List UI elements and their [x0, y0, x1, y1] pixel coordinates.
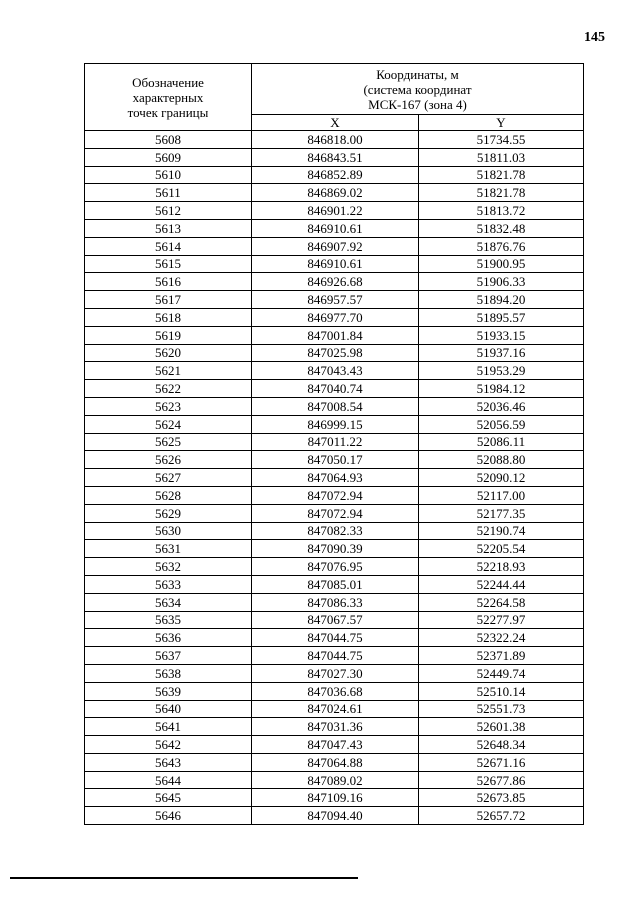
x-coordinate-cell: 847027.30	[252, 664, 419, 682]
y-coordinate-cell: 52090.12	[419, 469, 584, 487]
y-coordinate-cell: 52601.38	[419, 718, 584, 736]
y-coordinate-cell: 51933.15	[419, 326, 584, 344]
table-row	[85, 326, 584, 344]
coords-header-line: Координаты, м	[376, 66, 459, 82]
table-row	[85, 558, 584, 576]
point-id-cell: 5616	[85, 273, 252, 291]
table-row	[85, 540, 584, 558]
y-coordinate-cell: 52277.97	[419, 611, 584, 629]
table-row	[85, 718, 584, 736]
table-body	[85, 131, 584, 825]
y-coordinate-cell: 51984.12	[419, 380, 584, 398]
x-coordinate-cell: 847109.16	[252, 789, 419, 807]
table-row	[85, 291, 584, 309]
point-id-cell: 5635	[85, 611, 252, 629]
x-coordinate-cell: 847094.40	[252, 807, 419, 825]
table-row	[85, 255, 584, 273]
y-coordinate-cell: 52648.34	[419, 736, 584, 754]
y-coordinate-cell: 52673.85	[419, 789, 584, 807]
table-row	[85, 184, 584, 202]
y-coordinate-cell: 51906.33	[419, 273, 584, 291]
coordinates-table	[84, 63, 584, 825]
x-coordinate-cell: 846977.70	[252, 308, 419, 326]
coords-header-line: (система координат	[363, 81, 472, 97]
y-coordinate-cell: 52322.24	[419, 629, 584, 647]
point-id-cell: 5615	[85, 255, 252, 273]
x-coordinate-cell: 847047.43	[252, 736, 419, 754]
x-coordinate-cell: 847043.43	[252, 362, 419, 380]
x-column-header: X	[252, 115, 419, 131]
x-coordinate-cell: 847067.57	[252, 611, 419, 629]
footer-divider	[10, 877, 358, 879]
y-coordinate-cell: 51821.78	[419, 184, 584, 202]
x-coordinate-cell: 847089.02	[252, 771, 419, 789]
x-coordinate-cell: 846843.51	[252, 148, 419, 166]
points-header-line: точек границы	[127, 104, 209, 120]
y-coordinate-cell: 52244.44	[419, 575, 584, 593]
table-row	[85, 148, 584, 166]
x-coordinate-cell: 847072.94	[252, 504, 419, 522]
x-coordinate-cell: 846907.92	[252, 237, 419, 255]
table-row	[85, 789, 584, 807]
x-coordinate-cell: 846999.15	[252, 415, 419, 433]
point-id-cell: 5608	[85, 131, 252, 149]
x-coordinate-cell: 847011.22	[252, 433, 419, 451]
x-coordinate-cell: 847036.68	[252, 682, 419, 700]
y-coordinate-cell: 51876.76	[419, 237, 584, 255]
x-coordinate-cell: 846869.02	[252, 184, 419, 202]
y-coordinate-cell: 51894.20	[419, 291, 584, 309]
table-row	[85, 469, 584, 487]
table-row	[85, 344, 584, 362]
table-row	[85, 664, 584, 682]
points-header-line: характерных	[132, 89, 204, 105]
point-id-cell: 5614	[85, 237, 252, 255]
table-row	[85, 433, 584, 451]
table-row	[85, 682, 584, 700]
x-coordinate-cell: 847064.88	[252, 753, 419, 771]
x-coordinate-cell: 846901.22	[252, 202, 419, 220]
y-coordinate-cell: 52671.16	[419, 753, 584, 771]
point-id-cell: 5618	[85, 308, 252, 326]
point-id-cell: 5628	[85, 486, 252, 504]
point-id-cell: 5633	[85, 575, 252, 593]
table-row	[85, 237, 584, 255]
point-id-cell: 5627	[85, 469, 252, 487]
point-id-cell: 5612	[85, 202, 252, 220]
y-coordinate-cell: 52086.11	[419, 433, 584, 451]
x-coordinate-cell: 846910.61	[252, 255, 419, 273]
table-row	[85, 219, 584, 237]
point-id-cell: 5611	[85, 184, 252, 202]
point-id-cell: 5637	[85, 647, 252, 665]
y-coordinate-cell: 51900.95	[419, 255, 584, 273]
table-row	[85, 575, 584, 593]
table-row	[85, 380, 584, 398]
point-id-cell: 5623	[85, 397, 252, 415]
x-coordinate-cell: 847025.98	[252, 344, 419, 362]
point-id-cell: 5619	[85, 326, 252, 344]
points-column-header	[85, 64, 252, 131]
table-row	[85, 593, 584, 611]
y-coordinate-cell: 51895.57	[419, 308, 584, 326]
x-coordinate-cell: 847085.01	[252, 575, 419, 593]
point-id-cell: 5632	[85, 558, 252, 576]
y-coordinate-cell: 52657.72	[419, 807, 584, 825]
table-row	[85, 807, 584, 825]
x-coordinate-cell: 847086.33	[252, 593, 419, 611]
table-row	[85, 647, 584, 665]
table-row	[85, 397, 584, 415]
table-row	[85, 131, 584, 149]
point-id-cell: 5636	[85, 629, 252, 647]
y-coordinate-cell: 52117.00	[419, 486, 584, 504]
point-id-cell: 5622	[85, 380, 252, 398]
table-row	[85, 504, 584, 522]
y-coordinate-cell: 52036.46	[419, 397, 584, 415]
y-coordinate-cell: 52056.59	[419, 415, 584, 433]
point-id-cell: 5638	[85, 664, 252, 682]
table-row	[85, 308, 584, 326]
point-id-cell: 5644	[85, 771, 252, 789]
x-coordinate-cell: 847001.84	[252, 326, 419, 344]
point-id-cell: 5621	[85, 362, 252, 380]
table-row	[85, 451, 584, 469]
y-coordinate-cell: 51821.78	[419, 166, 584, 184]
page-number: 145	[584, 30, 605, 45]
y-coordinate-cell: 52088.80	[419, 451, 584, 469]
table-row	[85, 273, 584, 291]
point-id-cell: 5643	[85, 753, 252, 771]
point-id-cell: 5639	[85, 682, 252, 700]
x-coordinate-cell: 847031.36	[252, 718, 419, 736]
y-coordinate-cell: 51734.55	[419, 131, 584, 149]
x-coordinate-cell: 846926.68	[252, 273, 419, 291]
table-row	[85, 611, 584, 629]
x-coordinate-cell: 847044.75	[252, 629, 419, 647]
table-row	[85, 629, 584, 647]
y-coordinate-cell: 52551.73	[419, 700, 584, 718]
y-coordinate-cell: 52190.74	[419, 522, 584, 540]
point-id-cell: 5624	[85, 415, 252, 433]
x-coordinate-cell: 847072.94	[252, 486, 419, 504]
table-row	[85, 753, 584, 771]
x-coordinate-cell: 846910.61	[252, 219, 419, 237]
coordinates-column-header	[252, 64, 584, 115]
y-coordinate-cell: 51937.16	[419, 344, 584, 362]
x-coordinate-cell: 847024.61	[252, 700, 419, 718]
y-coordinate-cell: 52205.54	[419, 540, 584, 558]
table-row	[85, 522, 584, 540]
y-coordinate-cell: 52449.74	[419, 664, 584, 682]
y-coordinate-cell: 51832.48	[419, 219, 584, 237]
y-coordinate-cell: 52371.89	[419, 647, 584, 665]
point-id-cell: 5642	[85, 736, 252, 754]
point-id-cell: 5645	[85, 789, 252, 807]
y-coordinate-cell: 51813.72	[419, 202, 584, 220]
x-coordinate-cell: 846818.00	[252, 131, 419, 149]
x-coordinate-cell: 847040.74	[252, 380, 419, 398]
point-id-cell: 5629	[85, 504, 252, 522]
point-id-cell: 5610	[85, 166, 252, 184]
table-row	[85, 362, 584, 380]
point-id-cell: 5613	[85, 219, 252, 237]
table-row	[85, 486, 584, 504]
x-coordinate-cell: 847008.54	[252, 397, 419, 415]
x-coordinate-cell: 847044.75	[252, 647, 419, 665]
table-row	[85, 415, 584, 433]
y-coordinate-cell: 52264.58	[419, 593, 584, 611]
point-id-cell: 5626	[85, 451, 252, 469]
y-coordinate-cell: 52177.35	[419, 504, 584, 522]
x-coordinate-cell: 847050.17	[252, 451, 419, 469]
point-id-cell: 5620	[85, 344, 252, 362]
table-row	[85, 166, 584, 184]
table-row	[85, 736, 584, 754]
coords-header-line: МСК-167 (зона 4)	[368, 96, 467, 112]
y-coordinate-cell: 52510.14	[419, 682, 584, 700]
y-coordinate-cell: 52218.93	[419, 558, 584, 576]
point-id-cell: 5646	[85, 807, 252, 825]
y-column-header: Y	[419, 115, 584, 131]
point-id-cell: 5609	[85, 148, 252, 166]
x-coordinate-cell: 847064.93	[252, 469, 419, 487]
x-coordinate-cell: 847082.33	[252, 522, 419, 540]
table-row	[85, 700, 584, 718]
x-coordinate-cell: 846852.89	[252, 166, 419, 184]
point-id-cell: 5617	[85, 291, 252, 309]
x-coordinate-cell: 847076.95	[252, 558, 419, 576]
table-header	[85, 64, 584, 131]
y-coordinate-cell: 51811.03	[419, 148, 584, 166]
x-coordinate-cell: 846957.57	[252, 291, 419, 309]
point-id-cell: 5625	[85, 433, 252, 451]
point-id-cell: 5630	[85, 522, 252, 540]
points-header-line: Обозначение	[132, 74, 204, 90]
x-coordinate-cell: 847090.39	[252, 540, 419, 558]
point-id-cell: 5640	[85, 700, 252, 718]
point-id-cell: 5634	[85, 593, 252, 611]
table-row	[85, 202, 584, 220]
point-id-cell: 5631	[85, 540, 252, 558]
point-id-cell: 5641	[85, 718, 252, 736]
y-coordinate-cell: 51953.29	[419, 362, 584, 380]
y-coordinate-cell: 52677.86	[419, 771, 584, 789]
table-row	[85, 771, 584, 789]
